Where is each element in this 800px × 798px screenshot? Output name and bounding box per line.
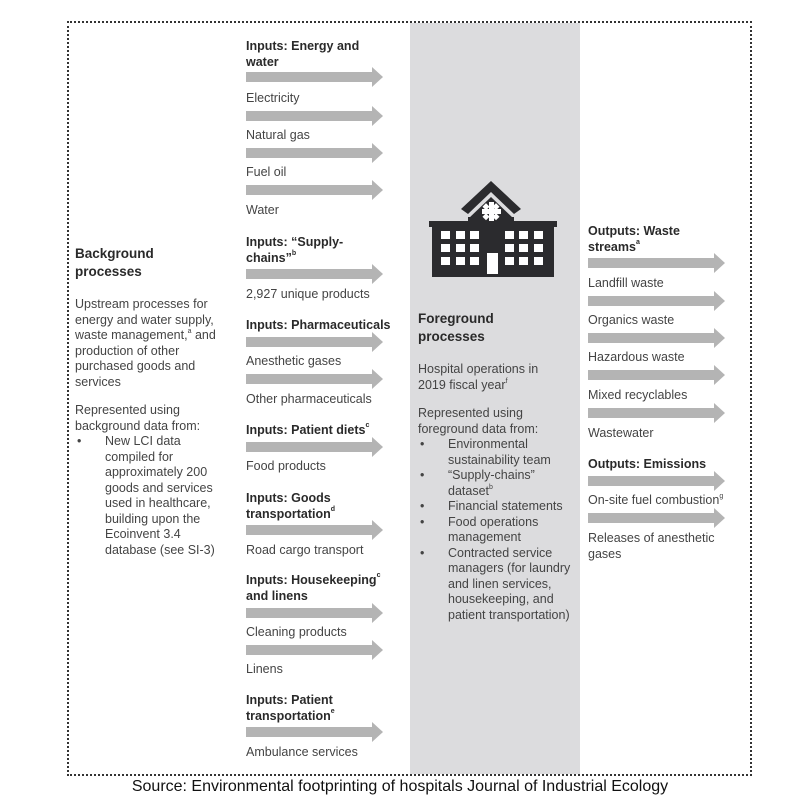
inputs-patient-transport-title: [246, 692, 376, 724]
output-item: Organics waste: [588, 313, 675, 327]
footnote-c: c: [365, 422, 370, 429]
inputs-goods-title: [246, 490, 376, 522]
footnote-c: c: [376, 572, 381, 579]
input-item: Water: [246, 203, 279, 217]
inputs-housekeeping-title-text: Inputs: Housekeeping: [246, 573, 377, 587]
inputs-goods-title-text: Inputs: Goods transportation: [246, 491, 331, 521]
outputs-waste-title-text: Outputs: Waste streams: [588, 224, 680, 254]
arrow-icon: [246, 143, 383, 163]
output-item: [588, 493, 750, 509]
arrow-icon: [588, 471, 725, 491]
arrow-icon: [246, 332, 383, 352]
hospital-icon: [429, 181, 557, 277]
input-item: Cleaning products: [246, 625, 347, 639]
footnote-g: g: [719, 493, 724, 500]
background-represented-intro: Represented using background data from:: [75, 403, 201, 433]
outputs-emissions-title: Outputs: Emissions: [588, 457, 707, 471]
footnote-d: d: [330, 506, 336, 513]
inputs-supply-title-text: Inputs: “Supply-chains”: [246, 235, 344, 265]
arrow-icon: [246, 722, 383, 742]
arrow-icon: [246, 520, 383, 540]
background-description-tail: and production of other purchased goods and services: [75, 328, 216, 389]
input-item: Fuel oil: [246, 165, 287, 179]
arrow-icon: [246, 180, 383, 200]
footnote-e: e: [330, 708, 335, 715]
input-item: Road cargo transport: [246, 543, 364, 557]
inputs-patient-transport-title-text: Inputs: Patient transportation: [246, 693, 333, 723]
background-description-text: Upstream processes for energy and water supply, waste management,: [75, 297, 214, 342]
output-item: Landfill waste: [588, 276, 664, 290]
footnote-a: a: [635, 239, 640, 246]
inputs-diets-title: [246, 422, 406, 438]
background-represented: [75, 403, 235, 558]
inputs-diets-title-text: Inputs: Patient diets: [246, 423, 366, 437]
input-item: 2,927 unique products: [246, 287, 370, 301]
footnote-b: b: [489, 483, 493, 491]
inputs-energy-title: Inputs: Energy and water: [246, 39, 360, 69]
foreground-bullet: • Food operations management: [418, 515, 576, 546]
input-item: Electricity: [246, 91, 300, 105]
input-item: Linens: [246, 662, 283, 676]
background-bullet: • New LCI data compiled for approximately 200 goods and services used in healthcare, building upon the Ecoinvent 3.4 database (see SI-3): [75, 434, 225, 558]
footnote-b: b: [291, 250, 297, 257]
arrow-icon: [246, 264, 383, 284]
foreground-title: Foreground processes: [418, 311, 494, 344]
foreground-bullet: • Financial statements: [418, 499, 576, 515]
arrow-icon: [588, 508, 725, 528]
arrow-icon: [246, 640, 383, 660]
foreground-represented-intro: Represented using foreground data from:: [418, 406, 539, 436]
foreground-description: [418, 362, 568, 393]
output-item-text: On-site fuel combustion: [588, 493, 720, 507]
inputs-housekeeping-title-text-2: and linens: [246, 589, 308, 603]
foreground-bullet: [418, 468, 576, 499]
foreground-bullet: • Environmental sustainability team: [418, 437, 576, 468]
foreground-description-text: Hospital operations in 2019 fiscal year: [418, 362, 539, 392]
input-item: Anesthetic gases: [246, 354, 342, 368]
footnote-a: a: [187, 328, 192, 335]
footnote-f: f: [505, 377, 508, 385]
background-description: [75, 297, 235, 390]
arrow-icon: [588, 328, 725, 348]
arrow-icon: [246, 67, 383, 87]
inputs-housekeeping-title: [246, 572, 406, 604]
input-item: Ambulance services: [246, 745, 358, 759]
inputs-pharma-title: Inputs: Pharmaceuticals: [246, 318, 391, 332]
inputs-supply-title: [246, 234, 376, 266]
output-item: Hazardous waste: [588, 350, 685, 364]
arrow-icon: [246, 603, 383, 623]
foreground-bullet: • Contracted service managers (for laundry and linen services, housekeeping, and patient transportation): [418, 546, 576, 624]
background-title: Background processes: [75, 246, 154, 279]
foreground-represented: [418, 406, 576, 623]
input-item: Natural gas: [246, 128, 310, 142]
arrow-icon: [588, 365, 725, 385]
output-item: Mixed recyclables: [588, 388, 688, 402]
input-item: Food products: [246, 459, 326, 473]
input-item: Other pharmaceuticals: [246, 392, 372, 406]
arrow-icon: [588, 403, 725, 423]
foreground-column: [410, 23, 580, 774]
output-item: Wastewater: [588, 426, 654, 440]
arrow-icon: [588, 253, 725, 273]
output-item: Releases of anesthetic gases: [588, 531, 715, 561]
arrow-icon: [246, 437, 383, 457]
outputs-waste-title: [588, 223, 728, 255]
arrow-icon: [246, 369, 383, 389]
source-caption: Source: Environmental footprinting of hospitals Journal of Industrial Ecology: [131, 778, 669, 795]
foreground-bullet-text: “Supply-chains” dataset: [448, 468, 535, 498]
arrow-icon: [588, 291, 725, 311]
arrow-icon: [246, 106, 383, 126]
